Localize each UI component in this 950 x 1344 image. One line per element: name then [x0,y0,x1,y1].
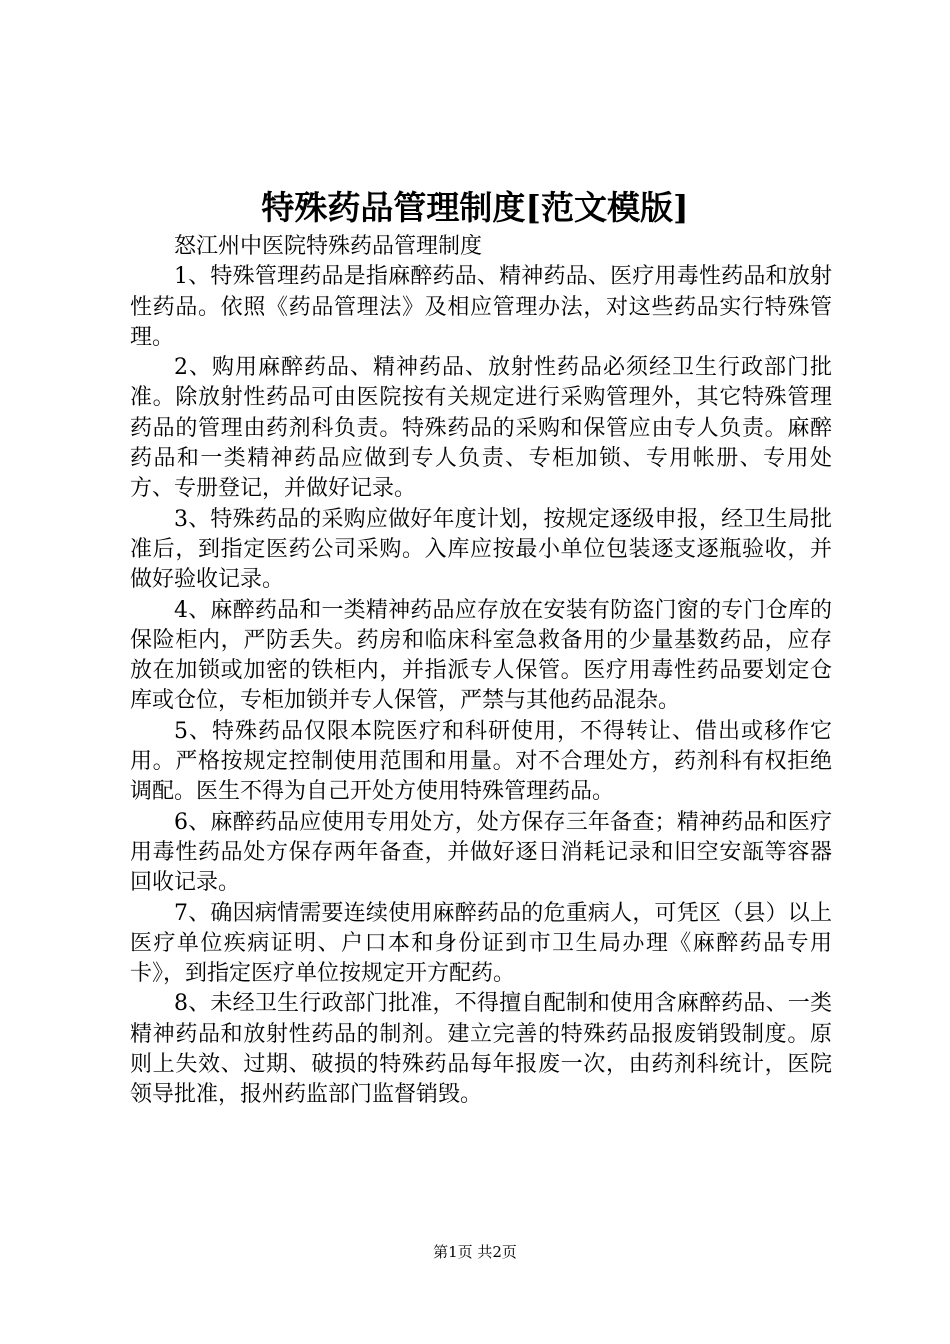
document-subtitle: 怒江州中医院特殊药品管理制度 [174,234,483,259]
paragraph-4: 4、麻醉药品和一类精神药品应存放在安装有防盗门窗的专门仓库的保险柜内，严防丢失。药房和临床科室急救备用的少量基数药品，应存放在加锁或加密的铁柜内，并指派专人保管。医疗用毒性药品要划定仓库或仓位，专柜加锁并专人保管，严禁与其他药品混杂。 [130,597,832,714]
paragraph-7: 7、确因病情需要连续使用麻醉药品的危重病人，可凭区（县）以上医疗单位疾病证明、户口本和身份证到市卫生局办理《麻醉药品专用卡》，到指定医疗单位按规定开方配药。 [130,900,832,987]
paragraph-5: 5、特殊药品仅限本院医疗和科研使用，不得转让、借出或移作它用。严格按规定控制使用范围和用量。对不合理处方，药剂科有权拒绝调配。医生不得为自己开处方使用特殊管理药品。 [130,718,832,805]
paragraph-8: 8、未经卫生行政部门批准，不得擅自配制和使用含麻醉药品、一类精神药品和放射性药品的制剂。建立完善的特殊药品报废销毁制度。原则上失效、过期、破损的特殊药品每年报废一次，由药剂科统计，医院领导批准，报州药监部门监督销毁。 [130,991,832,1108]
paragraph-3: 3、特殊药品的采购应做好年度计划，按规定逐级申报，经卫生局批准后，到指定医药公司采购。入库应按最小单位包装逐支逐瓶验收，并做好验收记录。 [130,506,832,593]
document-title: 特殊药品管理制度[范文模版] [261,188,689,227]
paragraph-1: 1、特殊管理药品是指麻醉药品、精神药品、医疗用毒性药品和放射性药品。依照《药品管理法》及相应管理办法，对这些药品实行特殊管理。 [130,264,832,350]
paragraph-2: 2、购用麻醉药品、精神药品、放射性药品必须经卫生行政部门批准。除放射性药品可由医院按有关规定进行采购管理外，其它特殊管理药品的管理由药剂科负责。特殊药品的采购和保管应由专人负责。麻醉药品和一类精神药品应做到专人负责、专柜加锁、专用帐册、专用处方、专册登记，并做好记录。 [130,355,832,502]
paragraph-6: 6、麻醉药品应使用专用处方，处方保存三年备查；精神药品和医疗用毒性药品处方保存两年备查，并做好逐日消耗记录和旧空安瓿等容器回收记录。 [130,809,832,896]
document-body [130,232,832,1111]
page-footer: 第1页 共2页 [433,1243,517,1261]
